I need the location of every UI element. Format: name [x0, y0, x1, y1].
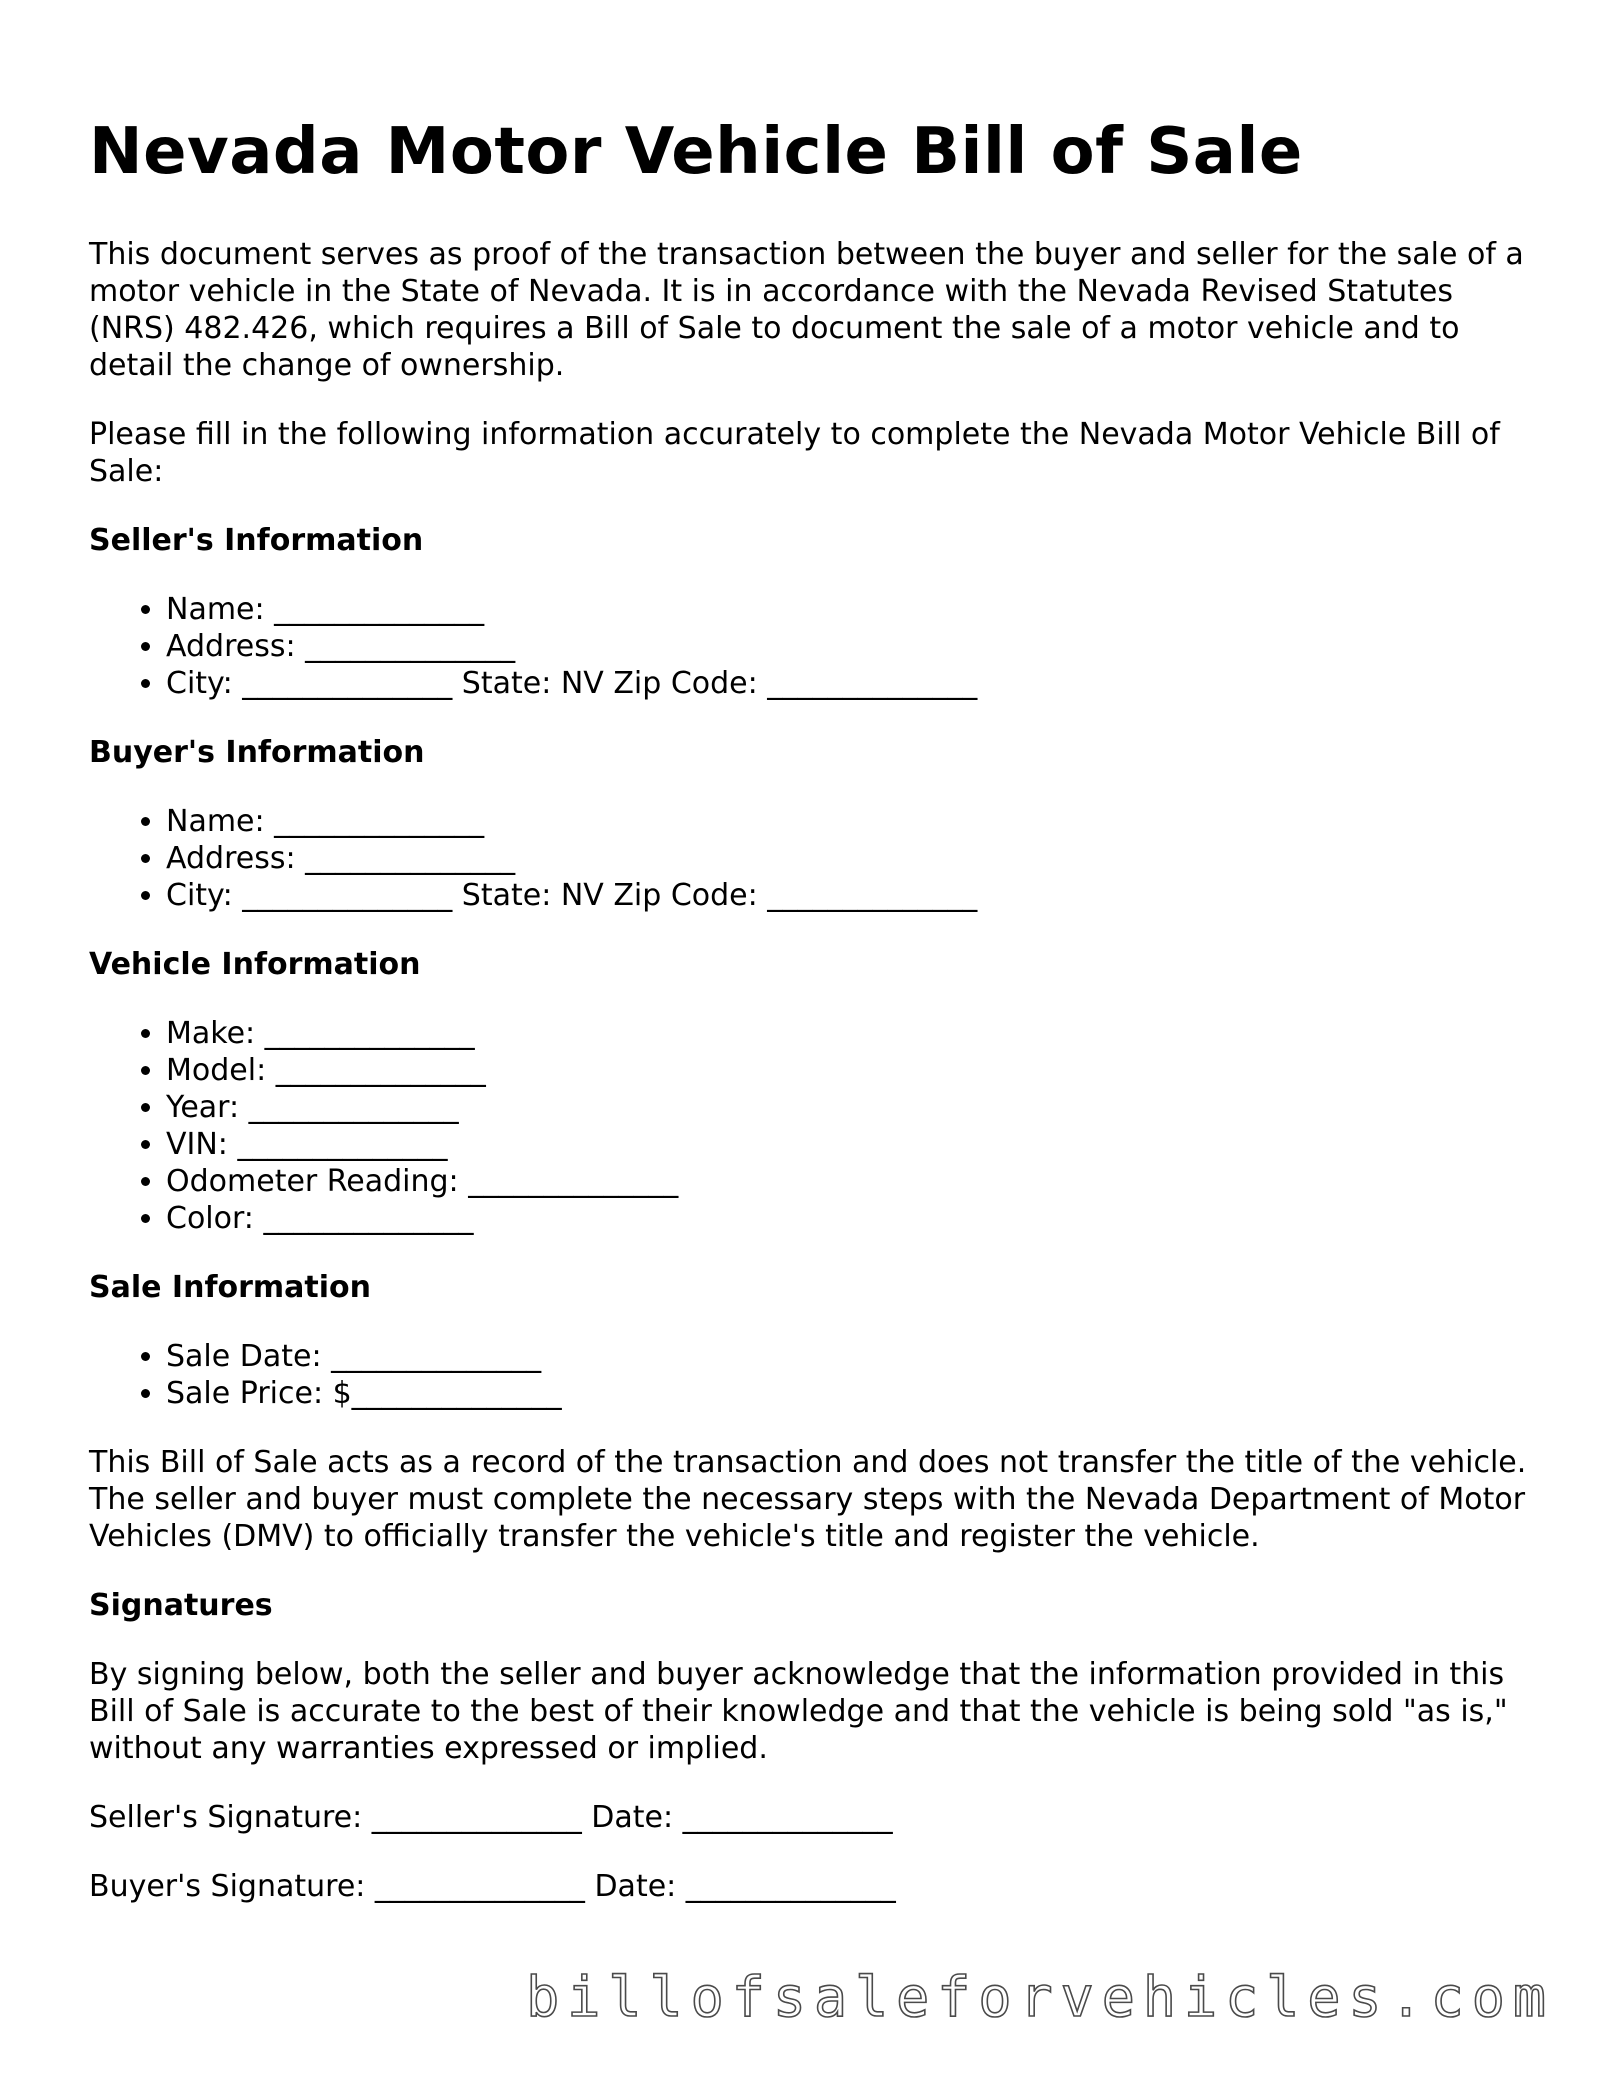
- seller-city-state-zip-field: • City: ______________ State: NV Zip Code: ______________: [166, 665, 1529, 702]
- buyer-section: [89, 734, 1529, 914]
- buyer-signature-line: Buyer's Signature: ______________ Date: ______________: [89, 1869, 896, 1904]
- seller-signature-line: Seller's Signature: ______________ Date: ______________: [89, 1800, 893, 1835]
- document-title: Nevada Motor Vehicle Bill of Sale: [89, 115, 1303, 189]
- seller-address-field: • Address: ______________: [166, 628, 1529, 665]
- vehicle-vin-field: • VIN: ______________: [166, 1126, 1529, 1163]
- vehicle-color-field: • Color: ______________: [166, 1200, 1529, 1237]
- seller-name-field: • Name: ______________: [166, 591, 1529, 628]
- vehicle-odometer-field: • Odometer Reading: ______________: [166, 1163, 1529, 1200]
- document-page: [89, 108, 1529, 1905]
- buyer-address-field: • Address: ______________: [166, 840, 1529, 877]
- seller-heading: Seller's Information: [89, 523, 424, 558]
- signatures-section: [89, 1587, 1529, 1905]
- vehicle-section: [89, 946, 1529, 1237]
- seller-section: [89, 522, 1529, 702]
- vehicle-model-field: • Model: ______________: [166, 1052, 1529, 1089]
- buyer-name-field: • Name: ______________: [166, 803, 1529, 840]
- sale-field-list: [89, 1338, 1529, 1412]
- signatures-acknowledgement: By signing below, both the seller and buyer acknowledge that the information provided in this Bill of Sale is accurate to the best of their knowledge and that the vehicle is being sold "as is," without any warranties expressed or implied.: [89, 1657, 1508, 1766]
- disclaimer-paragraph: This Bill of Sale acts as a record of the transaction and does not transfer the title of the vehicle. The seller and buyer must complete the necessary steps with the Nevada Department of Motor Vehicles (DMV) to officially transfer the vehicle's title and register the vehicle.: [89, 1445, 1527, 1554]
- instructions-paragraph: Please fill in the following information accurately to complete the Nevada Motor Vehicle Bill of Sale:: [89, 417, 1500, 489]
- vehicle-year-field: • Year: ______________: [166, 1089, 1529, 1126]
- signatures-heading: Signatures: [89, 1588, 273, 1623]
- site-watermark: billofsaleforvehicles.com: [526, 1965, 1554, 2029]
- vehicle-field-list: [89, 1015, 1529, 1237]
- intro-paragraph: This document serves as proof of the transaction between the buyer and seller for the sale of a motor vehicle in the State of Nevada. It is in accordance with the Nevada Revised Statutes (NRS) 482.426, which requires a Bill of Sale to document the sale of a motor vehicle and to detail the change of ownership.: [89, 237, 1524, 383]
- sale-heading: Sale Information: [89, 1270, 371, 1305]
- buyer-heading: Buyer's Information: [89, 735, 425, 770]
- buyer-city-state-zip-field: • City: ______________ State: NV Zip Code: ______________: [166, 877, 1529, 914]
- vehicle-heading: Vehicle Information: [89, 947, 421, 982]
- vehicle-make-field: • Make: ______________: [166, 1015, 1529, 1052]
- sale-section: [89, 1269, 1529, 1412]
- seller-field-list: [89, 591, 1529, 702]
- buyer-field-list: [89, 803, 1529, 914]
- sale-date-field: • Sale Date: ______________: [166, 1338, 1529, 1375]
- sale-price-field: • Sale Price: $______________: [166, 1375, 1529, 1412]
